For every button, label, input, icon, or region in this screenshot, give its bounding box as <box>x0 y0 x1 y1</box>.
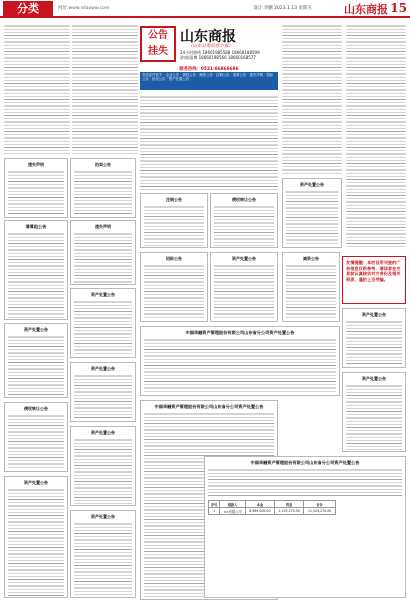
notice-title: 资产处置公告 <box>362 376 386 381</box>
table-header: 合计 <box>304 501 336 508</box>
notice-box <box>140 326 340 396</box>
right-column-prose <box>282 24 342 174</box>
reader-notice: 友情提醒：本栏目所刊登的广告信息仅供参考，请读者在交易前认真核实对方身份及相关资质，谨防上当受骗。 <box>342 256 406 304</box>
notice-title: 遗失声明 <box>28 162 44 167</box>
far-right-column-prose <box>346 24 406 249</box>
notice-title: 招标公告 <box>166 256 182 261</box>
notice-box <box>4 220 68 320</box>
notice-box <box>70 288 136 358</box>
notice-title: 资产处置公告 <box>362 312 386 317</box>
text-lines <box>140 95 278 190</box>
banner-title: 山东商报 <box>180 29 236 45</box>
notice-box <box>282 252 340 322</box>
table-header: 本金 <box>245 501 274 508</box>
notice-box <box>70 362 136 422</box>
notice-box <box>4 476 68 598</box>
text-lines <box>282 24 342 174</box>
notice-box <box>4 158 68 218</box>
notice-title: 资产处置公告 <box>91 514 115 519</box>
notice-title: 资产处置公告 <box>91 292 115 297</box>
table-row: 1 ××有限公司 8,969,000.00 2,155,270.00 11,124,270.00 <box>209 508 336 515</box>
notice-box <box>342 372 406 452</box>
text-lines <box>72 24 138 154</box>
site-url: 网址:www.sdaoww.com <box>58 6 110 11</box>
notice-title: 中国华融资产管理股份有限公司山东省分公司资产处置公告 <box>250 460 360 465</box>
table-header: 借款人 <box>220 501 245 508</box>
left-column-prose <box>4 24 70 154</box>
table-header: 序号 <box>209 501 220 508</box>
notice-title: 资产处置公告 <box>91 366 115 371</box>
notice-stamp: 公告 挂失 <box>140 26 176 62</box>
notice-title: 拍卖公告 <box>95 162 111 167</box>
notice-box <box>342 308 406 368</box>
notice-title: 中国华融资产管理股份有限公司山东省分公司资产处置公告 <box>185 330 295 335</box>
banner-phone: 24小时热线 18601985588 18660188599 济南/淄博 18660198566 18660168577 <box>180 50 260 60</box>
notice-title: 资产处置公告 <box>91 430 115 435</box>
notice-box <box>4 323 68 398</box>
text-lines <box>346 24 406 249</box>
notice-title: 资产处置公告 <box>24 327 48 332</box>
page-header <box>0 0 410 18</box>
section-tag: 分类 <box>3 1 53 16</box>
text-lines <box>4 24 70 154</box>
notice-box <box>210 252 278 322</box>
center-column-prose <box>140 95 278 190</box>
notice-title: 债权转让公告 <box>232 197 256 202</box>
notice-box <box>140 252 208 322</box>
notice-box <box>70 510 136 598</box>
notice-title: 中国华融资产管理股份有限公司山东省分公司资产处置公告 <box>154 404 264 409</box>
banner-service-strip: 各类证件挂失 · 企业公告 · 债权公告 · 减资公告 · 注销公告 · 清算公告 · 遗失声明 · 招标公告 · 拍卖公告 · 资产处置公告 <box>140 72 278 90</box>
table-header: 利息 <box>274 501 303 508</box>
notice-box <box>4 402 68 472</box>
newspaper-brand: 山东商报 <box>344 3 388 16</box>
notice-box <box>210 193 278 248</box>
notice-box <box>140 193 208 248</box>
banner-slogan: 《山东分类信息小报》 <box>188 44 233 49</box>
banner-hotline: 服务热线：0531-86868686 <box>179 67 239 72</box>
page-number: 15 <box>390 1 407 15</box>
notice-title: 注销公告 <box>166 197 182 202</box>
edition-meta: 设计:李鹏 2023.1.13 星期五 <box>253 6 312 11</box>
notice-title: 减资公告 <box>303 256 319 261</box>
notice-title: 资产处置公告 <box>300 182 324 187</box>
notice-box <box>282 178 342 248</box>
asset-table <box>208 500 336 515</box>
second-column-prose <box>72 24 138 154</box>
notice-box <box>70 158 136 218</box>
notice-box <box>204 456 406 598</box>
notice-title: 遗失声明 <box>95 224 111 229</box>
notice-box <box>70 426 136 506</box>
notice-title: 债权转让公告 <box>24 406 48 411</box>
notice-title: 资产处置公告 <box>232 256 256 261</box>
notice-box <box>70 220 136 285</box>
ad-banner <box>140 26 278 91</box>
notice-title: 资产处置公告 <box>24 480 48 485</box>
notice-title: 清算组公告 <box>25 224 47 229</box>
